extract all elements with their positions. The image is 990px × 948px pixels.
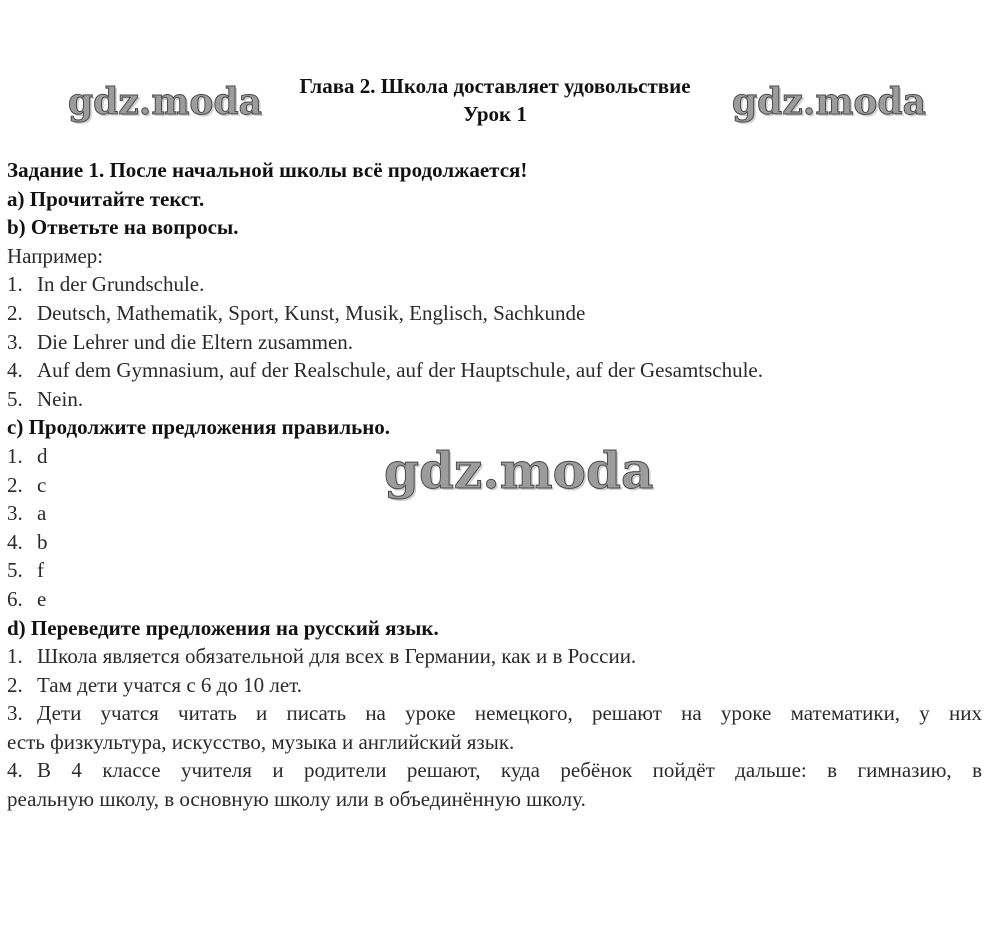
task-title: Задание 1. После начальной школы всё продолжается! (7, 158, 528, 182)
answer-c-item (7, 556, 982, 585)
watermark-left: gdz.moda (68, 81, 262, 123)
answer-number: 3. (7, 329, 23, 354)
answer-number: 4. (7, 529, 23, 554)
watermark-right: gdz.moda (732, 81, 926, 123)
answer-letter: d (37, 443, 48, 468)
answer-c-item (7, 585, 982, 614)
answer-number: 2. (7, 472, 23, 497)
answer-d-continuation: есть физкультура, искусство, музыка и английский язык. (7, 729, 515, 754)
answer-number: 5. (7, 558, 23, 583)
answer-number: 3. (7, 501, 23, 526)
answer-letter: b (37, 529, 48, 554)
answer-d-item (7, 671, 982, 700)
answer-b-item (7, 270, 982, 299)
answer-number: 1. (7, 272, 23, 297)
answer-text: Школа является обязательной для всех в Германии, как и в России. (37, 644, 637, 669)
answer-d-item (7, 642, 982, 671)
answer-number: 1. (7, 443, 23, 468)
answer-number: 4. (7, 358, 23, 383)
answer-letter: e (37, 586, 47, 611)
lesson-title: Урок 1 (463, 102, 527, 126)
answer-b-item (7, 299, 982, 328)
answer-text: В 4 классе учителя и родители решают, куда ребёнок пойдёт дальше: в гимназию, в (37, 758, 982, 783)
answer-d-item (7, 756, 982, 785)
answer-number: 1. (7, 644, 23, 669)
part-d-heading: d) Переведите предложения на русский язык. (7, 615, 439, 640)
answer-b-item (7, 356, 982, 385)
answer-number: 6. (7, 586, 23, 611)
answer-c-item (7, 499, 982, 528)
answer-letter: f (37, 558, 44, 583)
answer-b-item (7, 328, 982, 357)
watermark-center: gdz.moda (384, 441, 654, 500)
answer-b-item (7, 385, 982, 414)
answer-d-item (7, 699, 982, 728)
answer-letter: c (37, 472, 47, 497)
answer-text: Deutsch, Mathematik, Sport, Kunst, Musik, Englisch, Sachkunde (37, 300, 586, 325)
answer-c-item (7, 528, 982, 557)
answer-text: Die Lehrer und die Eltern zusammen. (37, 329, 354, 354)
answer-text: In der Grundschule. (37, 272, 205, 297)
answer-number: 2. (7, 300, 23, 325)
answer-number: 3. (7, 701, 23, 726)
answer-text: Дети учатся читать и писать на уроке немецкого, решают на уроке математики, у них (37, 701, 982, 726)
answer-text: Nein. (37, 386, 84, 411)
answer-letter: a (37, 501, 47, 526)
part-b-heading: b) Ответьте на вопросы. (7, 215, 239, 240)
answer-number: 5. (7, 386, 23, 411)
answer-number: 2. (7, 672, 23, 697)
answer-d-continuation: реальную школу, в основную школу или в объединённую школу. (7, 787, 586, 812)
answer-number: 4. (7, 758, 23, 783)
example-label: Например: (7, 243, 104, 268)
answer-text: Там дети учатся с 6 до 10 лет. (37, 672, 302, 697)
answer-text: Auf dem Gymnasium, auf der Realschule, auf der Hauptschule, auf der Gesamtschule. (37, 358, 764, 383)
part-c-heading: c) Продолжите предложения правильно. (7, 415, 391, 440)
chapter-title: Глава 2. Школа доставляет удовольствие (299, 74, 691, 98)
part-a-heading: a) Прочитайте текст. (7, 186, 205, 211)
